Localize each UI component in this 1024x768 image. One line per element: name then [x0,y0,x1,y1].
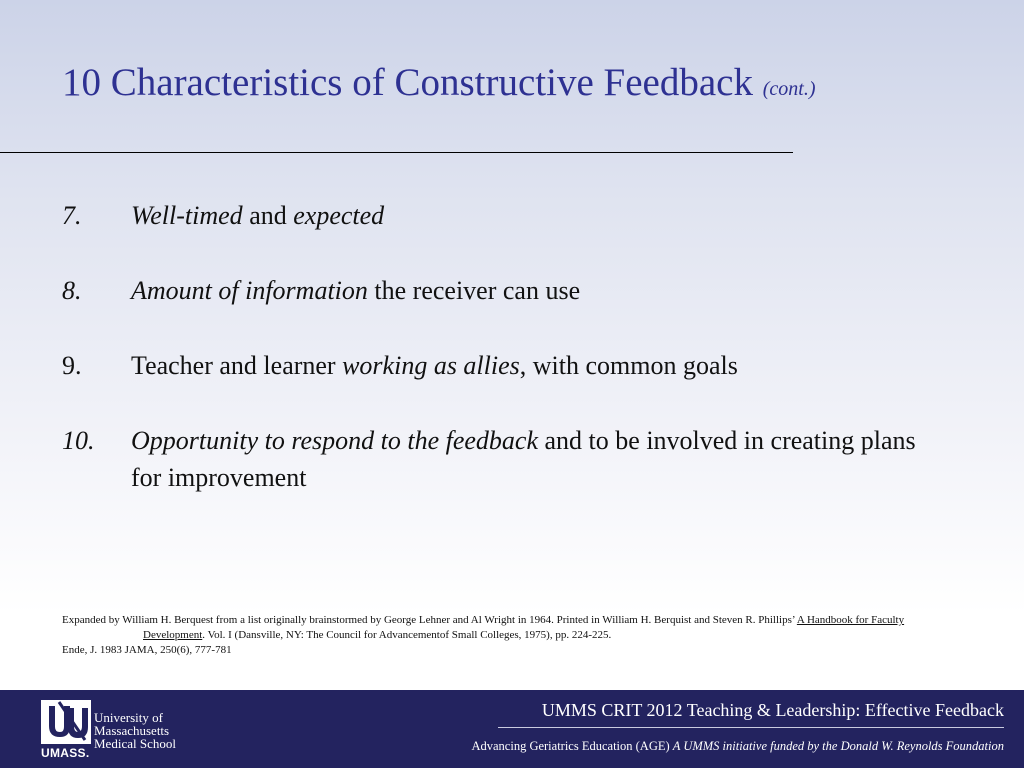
age-credit: Advancing Geriatrics Education (AGE) A UMMS initiative funded by the Donald W. Reynolds Foundation [471,739,1004,753]
item-number: 7. [62,201,82,230]
item-number: 10. [62,426,95,455]
slide-title-text: 10 Characteristics of Constructive Feedback [62,61,753,104]
footer-bar [0,690,1024,768]
book-title: A Handbook for Faculty Development [143,614,905,641]
item-text: Amount of information the receiver can use [131,276,581,305]
item-number: 9. [62,351,82,380]
references [62,613,942,658]
umass-medical-school-logo [41,700,191,762]
item-text: Teacher and learner working as allies, with common goals [131,351,738,380]
footer-divider [498,727,1004,728]
item-number: 8. [62,276,82,305]
course-title: UMMS CRIT 2012 Teaching & Leadership: Effective Feedback [541,700,1004,720]
title-underline [0,152,793,153]
university-name: University of Massachusetts Medical School [94,710,176,751]
title-suffix: (cont.) [762,78,816,100]
reference-ende: Ende, J. 1983 JAMA, 250(6), 777-781 [62,644,232,656]
slide-title [62,60,815,105]
item-text: Well-timed and expected [131,201,385,230]
reference-berquist: Expanded by William H. Berquest from a list originally brainstormed by George Lehner and Al Wright in 1964. Printed in William H. Berquist and Steven R. Phillips’ A Handbook for Faculty Development. Vol. I (Dansville, NY: The Council for Advancementof Small Colleges, 1975), pp. 224-225. [62,614,905,641]
umass-wordmark: UMASS. [41,746,90,760]
umass-emblem-icon [41,700,91,744]
item-text: Opportunity to respond to the feedback and to be involved in creating plans for improvement [131,426,916,492]
